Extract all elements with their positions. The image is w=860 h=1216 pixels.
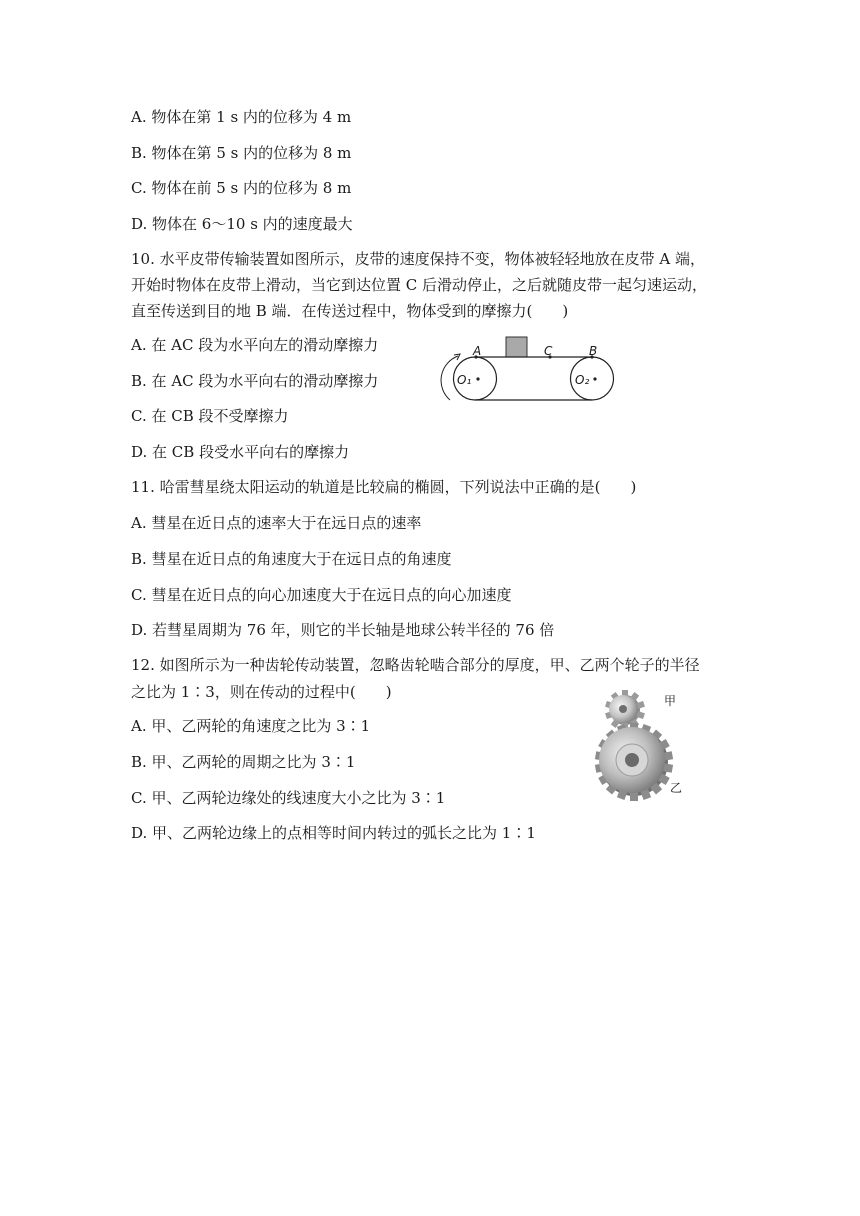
q12-option-d: D. 甲、乙两轮边缘上的点相等时间内转过的弧长之比为 1∶1 (131, 824, 536, 842)
q12-option-b: B. 甲、乙两轮的周期之比为 3∶1 (131, 753, 356, 771)
box-object (506, 337, 527, 357)
q10-stem-line-3: 直至传送到目的地 B 端．在传送过程中，物体受到的摩擦力( ) (131, 302, 569, 320)
q10-stem-line-2: 开始时物体在皮带上滑动，当它到达位置 C 后滑动停止，之后就随皮带一起匀速运动， (131, 276, 708, 294)
q10-stem-line-1: 10. 水平皮带传输装置如图所示，皮带的速度保持不变，物体被轻轻地放在皮带 A 端， (131, 250, 705, 268)
label-o2: O₂ (575, 373, 590, 387)
label-a: A (473, 344, 482, 358)
q11-option-c: C. 彗星在近日点的向心加速度大于在远日点的向心加速度 (131, 586, 512, 604)
q11-option-b: B. 彗星在近日点的角速度大于在远日点的角速度 (131, 550, 452, 568)
q10-option-a: A. 在 AC 段为水平向左的滑动摩擦力 (131, 336, 379, 354)
q10-option-b: B. 在 AC 段为水平向右的滑动摩擦力 (131, 372, 379, 390)
large-gear-icon (595, 723, 673, 801)
label-o1: O₁ (457, 373, 472, 387)
pulley-left-center (476, 377, 479, 380)
label-jia: 甲 (664, 694, 677, 708)
q9-option-d: D. 物体在 6～10 s 内的速度最大 (131, 215, 353, 233)
q12-option-c: C. 甲、乙两轮边缘处的线速度大小之比为 3∶1 (131, 789, 446, 807)
q9-option-a: A. 物体在第 1 s 内的位移为 4 m (131, 108, 352, 126)
small-gear-icon (605, 690, 645, 730)
q12-option-a: A. 甲、乙两轮的角速度之比为 3∶1 (131, 717, 371, 735)
rotation-arrow (441, 356, 458, 400)
q11-option-d: D. 若彗星周期为 76 年，则它的半长轴是地球公转半径的 76 倍 (131, 621, 555, 639)
q12-stem-line-1: 12. 如图所示为一种齿轮传动装置，忽略齿轮啮合部分的厚度，甲、乙两个轮子的半径 (131, 656, 700, 674)
pulley-right-center (593, 377, 596, 380)
label-c: C (544, 344, 553, 358)
q11-option-a: A. 彗星在近日点的速率大于在远日点的速率 (131, 514, 422, 532)
q11-stem: 11. 哈雷彗星绕太阳运动的轨道是比较扁的椭圆，下列说法中正确的是( ) (131, 478, 637, 496)
q9-option-c: C. 物体在前 5 s 内的位移为 8 m (131, 179, 352, 197)
conveyor-belt-figure (440, 330, 630, 410)
label-b: B (589, 344, 598, 358)
q10-option-c: C. 在 CB 段不受摩擦力 (131, 407, 289, 425)
q10-option-d: D. 在 CB 段受水平向右的摩擦力 (131, 443, 350, 461)
q9-option-b: B. 物体在第 5 s 内的位移为 8 m (131, 144, 352, 162)
gear-figure (592, 683, 692, 803)
label-yi: 乙 (670, 781, 683, 795)
conveyor-belt-diagram (440, 330, 630, 410)
q12-stem-line-2: 之比为 1∶3，则在传动的过程中( ) (131, 683, 392, 701)
